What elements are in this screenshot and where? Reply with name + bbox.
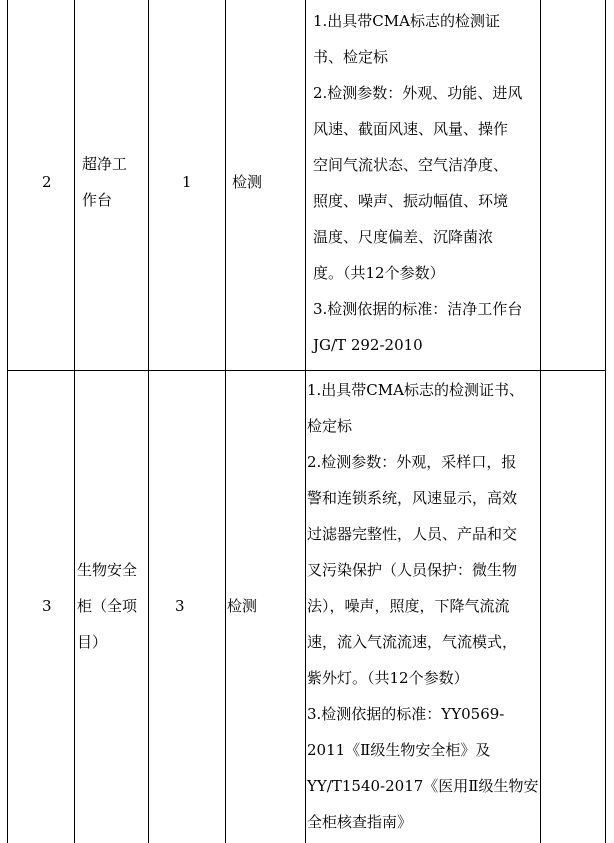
requirement-line: 警和连锁系统，风速显示，高效	[307, 489, 518, 507]
requirement-line: 1.出具带CMA标志的检测证	[313, 12, 500, 30]
requirement-line: 2011《Ⅱ级生物安全柜》及	[307, 741, 491, 759]
requirement-line: 照度、噪声、振动幅值、环境	[313, 192, 509, 210]
column-divider-2	[148, 0, 149, 843]
requirement-line: 空间气流状态、空气洁净度、	[313, 156, 509, 174]
requirement-line: 叉污染保护（人员保护：微生物	[307, 561, 518, 579]
row-number: 2	[42, 173, 52, 191]
requirement-line: YY/T1540-2017《医用Ⅱ级生物安	[307, 777, 539, 795]
item-name-line: 柜（全项	[77, 597, 138, 615]
requirement-line: 速，流入气流流速，气流模式，	[307, 633, 518, 651]
requirement-line: 2.检测参数：外观，采样口，报	[307, 453, 517, 471]
item-name	[82, 146, 127, 218]
requirement-line: 3.检测依据的标准：YY0569-	[307, 705, 505, 723]
requirement-line: 紫外灯。（共12个参数）	[307, 669, 469, 687]
item-name-line: 作台	[82, 191, 113, 209]
item-name	[77, 552, 137, 660]
requirement-line: 书、检定标	[313, 48, 389, 66]
table-border-left	[7, 0, 8, 843]
item-name-line: 生物安全	[77, 561, 138, 579]
item-quantity: 1	[182, 173, 192, 191]
requirement-line: 检定标	[307, 417, 353, 435]
item-name-line: 目）	[77, 633, 108, 651]
requirement-line: 温度、尺度偏差、沉降菌浓	[313, 228, 494, 246]
item-name-line: 超净工	[82, 155, 128, 173]
column-divider-1	[74, 0, 75, 843]
requirement-line: 过滤器完整性，人员、产品和交	[307, 525, 518, 543]
requirements	[307, 372, 538, 840]
requirement-line: 度。（共12个参数）	[313, 264, 445, 282]
requirement-line: 全柜核查指南》	[307, 813, 413, 831]
requirement-line: 1.出具带CMA标志的检测证书、	[307, 381, 524, 399]
table-border-right	[605, 0, 606, 843]
requirement-line: 3.检测依据的标准：洁净工作台	[313, 300, 523, 318]
requirement-line: 法），噪声，照度，下降气流流	[307, 597, 510, 615]
service-type: 检测	[232, 173, 263, 191]
service-type: 检测	[227, 597, 258, 615]
item-quantity: 3	[175, 597, 185, 615]
row-divider	[7, 370, 606, 371]
column-divider-3	[225, 0, 226, 843]
column-divider-4	[305, 0, 306, 843]
requirement-line: 2.检测参数：外观、功能、进风	[313, 84, 523, 102]
requirements	[313, 3, 522, 363]
requirement-line: 风速、截面风速、风量、操作	[313, 120, 509, 138]
requirement-line: JG/T 292-2010	[313, 336, 423, 354]
row-number: 3	[42, 597, 52, 615]
column-divider-5	[540, 0, 541, 843]
